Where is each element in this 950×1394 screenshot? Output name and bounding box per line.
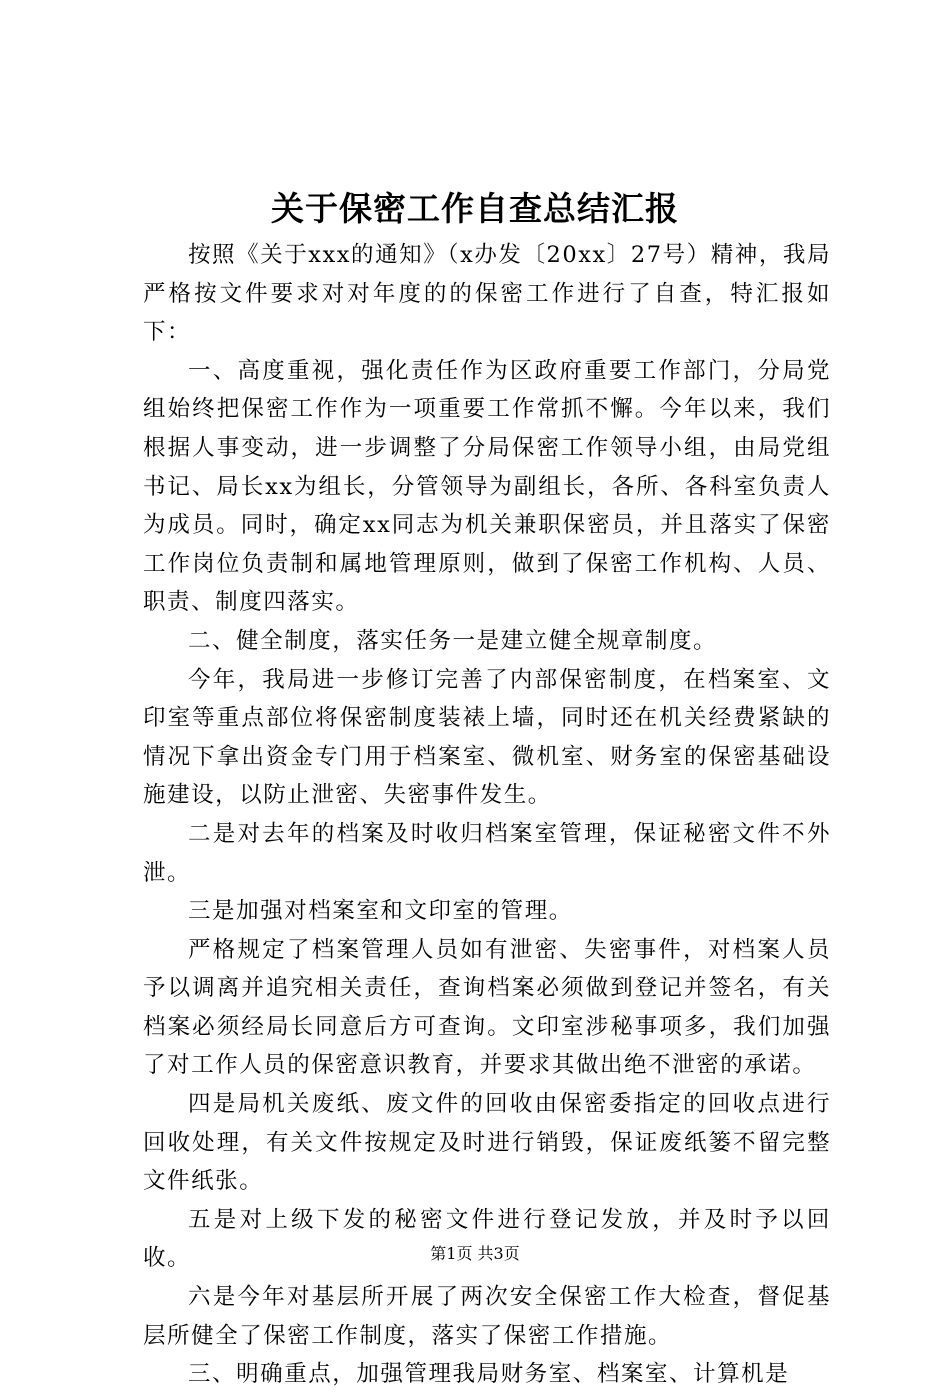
document-body (143, 236, 831, 1394)
paragraph: 二是对去年的档案及时收归档案室管理，保证秘密文件不外泄。 (143, 820, 831, 886)
paragraph: 严格规定了档案管理人员如有泄密、失密事件，对档案人员予以调离并追究相关责任，查询档案必须做到登记并签名，有关档案必须经局长同意后方可查询。文印室涉秘事项多，我们加强了对工作人员的保密意识教育，并要求其做出绝不泄密的承诺。 (143, 936, 831, 1079)
paragraph: 五是对上级下发的秘密文件进行登记发放，并及时予以回收。 (143, 1206, 831, 1272)
page-footer: 第1页 共3页 (430, 1244, 520, 1263)
paragraph: 一、高度重视，强化责任作为区政府重要工作部门，分局党组始终把保密工作作为一项重要工作常抓不懈。今年以来，我们根据人事变动，进一步调整了分局保密工作领导小组，由局党组书记、局长xx为组长，分管领导为副组长，各所、各科室负责人为成员。同时，确定xx同志为机关兼职保密员，并且落实了保密工作岗位负责制和属地管理原则，做到了保密工作机构、人员、职责、制度四落实。 (143, 357, 831, 616)
document-title: 关于保密工作自查总结汇报 (271, 189, 679, 228)
paragraph: 三、明确重点，加强管理我局财务室、档案室、计算机是 (188, 1361, 790, 1388)
paragraph: 按照《关于xxx的通知》（x办发〔20xx〕27号）精神，我局严格按文件要求对对年度的的保密工作进行了自查，特汇报如下： (143, 242, 831, 346)
paragraph: 三是加强对档案室和文印室的管理。 (188, 898, 573, 925)
paragraph: 六是今年对基层所开展了两次安全保密工作大检查，督促基层所健全了保密工作制度，落实了保密工作措施。 (143, 1284, 831, 1349)
paragraph: 四是局机关废纸、废文件的回收由保密委指定的回收点进行回收处理，有关文件按规定及时进行销毁，保证废纸篓不留完整文件纸张。 (143, 1091, 831, 1195)
paragraph: 二、健全制度，落实任务一是建立健全规章制度。 (188, 627, 718, 654)
paragraph: 今年，我局进一步修订完善了内部保密制度，在档案室、文印室等重点部位将保密制度装裱上墙，同时还在机关经费紧缺的情况下拿出资金专门用于档案室、微机室、财务室的保密基础设施建设，以防止泄密、失密事件发生。 (143, 666, 831, 809)
